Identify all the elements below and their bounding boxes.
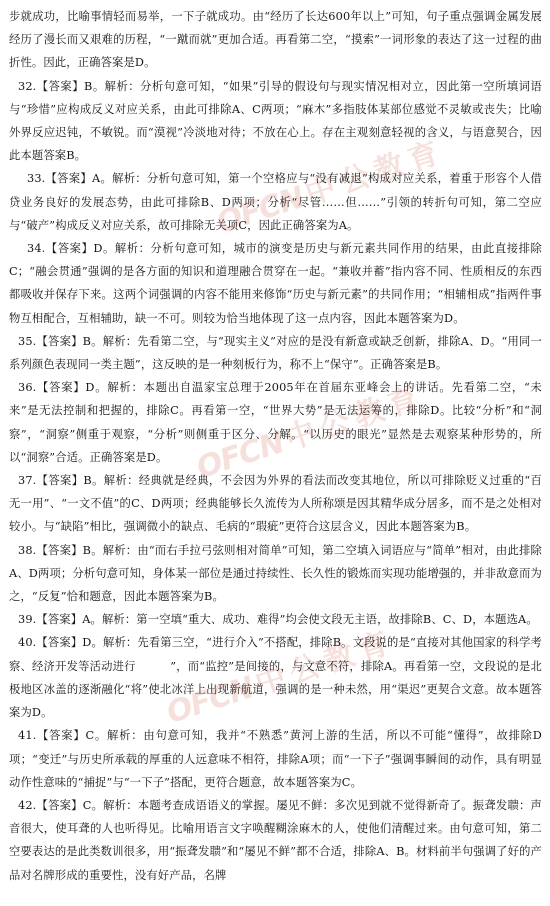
watermark-logo-mark: OFCN [162,670,259,731]
watermark-text: 中公教育 [301,134,449,213]
answer-34: 34.【答案】D。解析：分析句意可知，城市的演变是历史与新元素共同作用的结果，由此直接排除C；“融会贯通”强调的是各方面的知识和道理融合贯穿在一起。“兼收并蓄”指内容不同、性质相反的东西都吸收并保存下来。这两个词强调的内容不能用来修饰“历史与新元素”的共同作用；“相辅相成”指两件事物互相配合，互相辅助，缺一不可。则较为恰当地体现了这一点内容，因此本题答案为D。 [9,242,542,325]
answer-38: 38.【答案】B。解析：由“而右手拉弓弦则相对简单”可知，第二空填入词语应与“简单”相对，由此排除A、D两项；分析句意可知，身体某一部位是通过持续性、长久性的锻炼而实现功能增强的，并非敌意而为之，“反复”恰和题意，因此本题答案为B。 [9,543,542,604]
answer-41: 41.【答案】C。解析：由句意可知，我并“不熟悉”黄河上游的生活，所以不可能“懂得”，故排除D项；“变迁”与历史所承载的厚重的人远意味不相符，排除A项；而“一下子”强调事瞬间的动作，具有明显动作性意味的“捕捉”与“一下子”搭配，更符合题意，故本题答案为C。 [9,729,542,789]
answer-36: 36.【答案】D。解析：本题出自温家宝总理于2005年在首届东亚峰会上的讲话。先看第二空，“未来”是无法控制和把握的，排除C。再看第一空，“世界大势”是无法运筹的，排除D。比较“分析”和“洞察”，“洞察”侧重于观察，“分析”则侧重于区分、分解。“以历史的眼光”显然是去观察某种形势的，所以“洞察”合适。正确答案是D。 [9,381,542,464]
paragraph-continuation: 步就成功，比喻事情轻而易举，一下子就成功。由“经历了长达600年以上”可知，句子重点强调金属发展经历了漫长而又艰难的历程，“一蹴而就”更加合适。再看第二空，“摸索”一词形象的表达了这一过程的曲折性。因此，正确答案是D。 [9,10,542,70]
answer-35: 35.【答案】B。解析：先看第二空，与“现实主义”对应的是没有新意或缺乏创新，排除A、D。“用同一系列颜色表现同一类主题”，这反映的是一种刻板行为，称不上“保守”。正确答案是B。 [9,334,542,372]
answer-42: 42.【答案】C。解析：本题考查成语语义的掌握。屡见不鲜：多次见到就不觉得新奇了。振聋发聩：声音很大，使耳聋的人也听得见。比喻用语言文字唤醒糊涂麻木的人，使他们清醒过来。由句意可知，第二空要表达的是此类数训很多，用“振聋发聩”和“屡见不鲜”都不合适，排除A、B。材料前半句强调了好的产品对名牌形成的重要性，没有好产品，名牌 [9,798,542,882]
watermark-text: 中公教育 [251,624,399,703]
watermark-logo-mark: OFCN [192,425,289,486]
answer-37: 37.【答案】B。解析：经典就是经典，不会因为外界的看法而改变其地位，所以可排除贬义过重的“百无一用”、“一文不值”的C、D两项；经典能够长久流传为人所称颂是因其精华成分居多，而不是之处相对较小。与“缺陷”相比，强调微小的缺点、毛病的“瑕疵”更符合这层含义，因此本题答案为B。 [9,474,542,534]
answer-33: 33.【答案】A。解析：分析句意可知，第一个空格应与“没有减退”构成对应关系，着重于形容个人借贷业务良好的发展态势，由此可排除B、D两项；分析“尽管……但……”引领的转折句可知，第二空应与“破产”构成反义对应关系，故可排除无关项C，因此正确答案为A。 [9,172,542,232]
watermark-text: 中公教育 [281,379,429,458]
watermark-logo-mark: OFCN [212,180,309,241]
answer-32: 32.【答案】B。解析：分析句意可知，“如果”引导的假设句与现实情况相对立，因此第一空所填词语与“珍惜”应构成反义对应关系，由此可排除A、C两项；“麻木”多指肢体某部位感觉不灵敏或丧失；比喻外界反应迟钝，不敏锐。而“漠视”冷淡地对待；不放在心上。存在主观刻意轻视的含义，与语意契合，因此本题答案B。 [9,79,542,163]
answer-40: 40.【答案】D。解析：先看第三空，“进行介入”不搭配，排除B。文段说的是“直接对其他国家的科学考察、经济开发等活动进行 ”，而“监控”是间接的，与文意不符，排除A。再看第一空，文段说的是北极地区冰盖的逐渐融化“将”使北冰洋上出现新航道，强调的是一种未然，用“渠迟”更契合文意。故本题答案为D。 [9,636,542,720]
answer-39: 39.【答案】A。解析：第一空填“重大、成功、难得”均会使文段无主语，故排除B、C、D，本题选A。 [18,613,538,627]
